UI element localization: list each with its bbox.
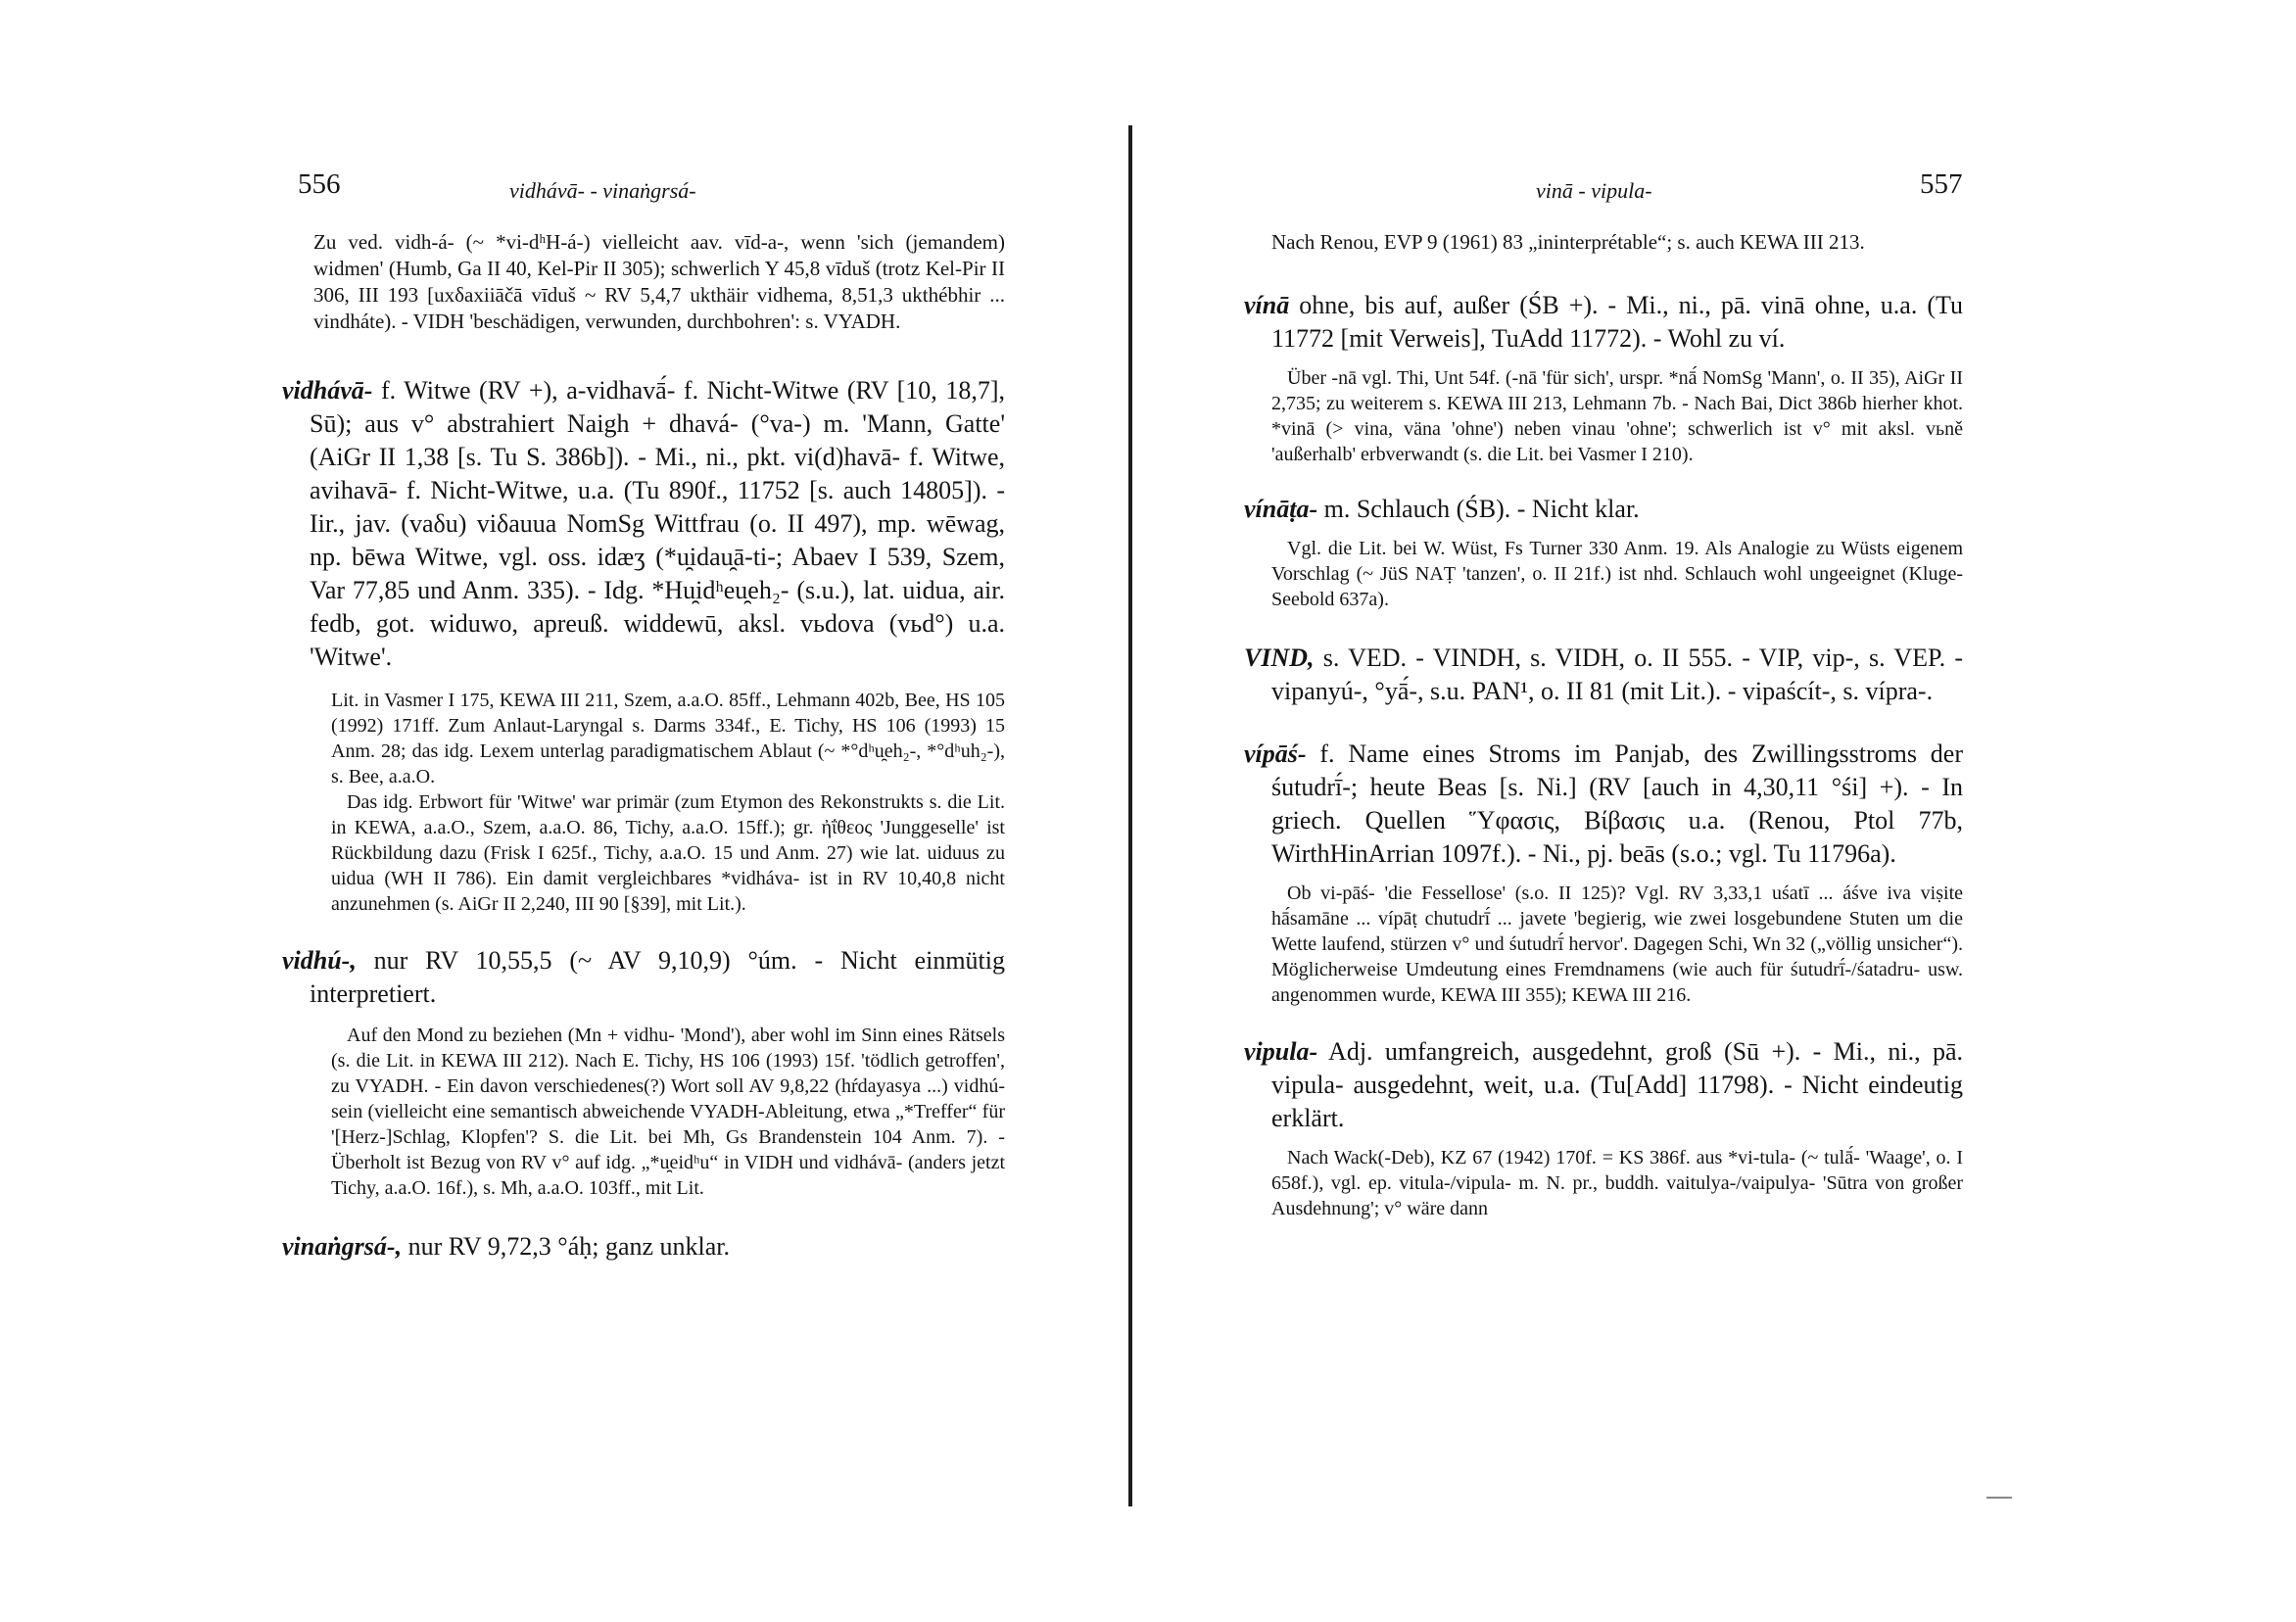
- entry-text: nur RV 10,55,5 (~ AV 9,10,9) °úm. - Nicht einmütig interpretiert.: [310, 946, 1005, 1008]
- entry-vidhu: [282, 944, 1005, 1011]
- entry-text: nur RV 9,72,3 °áḥ; ganz unklar.: [407, 1232, 731, 1261]
- headword: vípāś-: [1244, 739, 1307, 768]
- entry-vipas: [1244, 738, 1963, 871]
- headword: vinaṅgrsá-,: [282, 1232, 403, 1261]
- running-head: vidhávā- - vinaṅgrsá-: [509, 178, 696, 203]
- headword: vínā: [1244, 291, 1290, 319]
- entry-text: f. Witwe (RV +), a-vidhavā́- f. Nicht-Witwe (RV [10, 18,7], Sū); aus v° abstrahiert Naigh + dhavá- (°va-) m. 'Mann, Gatte' (AiGr II 1,38 [s. Tu S. 386b]). - Mi., ni., pkt. vi(d)havā- f. Witwe, avihavā- f. Nicht-Witwe, u.a. (Tu 890f., 11752 [s. auch 14805]). - Iir., jav. (vaδu) viδauua NomSg Wittfrau (o. II 497), mp. wēwag, np. bēwa Witwe, vgl. oss. idæʒ (*u̯idau̯ā-ti-; Abaev I 539, Szem, Var 77,85 und Anm. 335). - Idg. *Hu̯idʰeu̯eh₂- (s.u.), lat. uidua, air. fedb, got. widuwo, apreuß. widdewū, aksl. vьdova (vьd°) u.a. 'Witwe'.: [310, 376, 1006, 671]
- entry-text: s. VED. - VINDH, s. VIDH, o. II 555. - VIP, vip-, s. VEP. - vipanyú-, °yā́-, s.u. PAN¹, o. II 81 (mit Lit.). - vipaścít-, s. vípra-.: [1271, 644, 1963, 705]
- entry-text: Adj. umfangreich, ausgedehnt, groß (Sū +). - Mi., ni., pā. vipula- ausgedehnt, weit, u.a. (Tu[Add] 11798). - Nicht eindeutig erklärt.: [1271, 1037, 1963, 1132]
- right-column: [1244, 229, 1963, 1221]
- page-number: 557: [1920, 168, 1963, 200]
- entry-text: ohne, bis auf, außer (ŚB +). - Mi., ni., pā. vinā ohne, u.a. (Tu 11772 [mit Verweis], TuAdd 11772). - Wohl zu ví.: [1271, 291, 1963, 353]
- entry-text: f. Name eines Stroms im Panjab, des Zwillingsstroms der śutudrī́-; heute Beas [s. Ni.] (RV [auch in 4,30,11 °śi] +). - In griech. Quellen Ὕφασις, Βίβασις u.a. (Renou, Ptol 77b, WirthHinArrian 1097f.). - Ni., pj. beās (s.o.; vgl. Tu 11796a).: [1271, 739, 1963, 868]
- note-paragraph: Vgl. die Lit. bei W. Wüst, Fs Turner 330 Anm. 19. Als Analogie zu Wüsts eigenem Vorschlag (~ JüS NAṬ 'tanzen', o. II 21f.) ist nhd. Schlauch wohl ungeeignet (Kluge-Seebold 637a).: [1271, 538, 1963, 610]
- headword: VIND,: [1244, 644, 1315, 672]
- book-spine-gutter: [1128, 125, 1132, 1506]
- headword: vidhú-,: [282, 946, 357, 975]
- page-number: 556: [298, 168, 341, 200]
- entry-vidhava: [282, 374, 1005, 674]
- headword: vipula-: [1244, 1037, 1318, 1066]
- entry-vina: [1244, 289, 1963, 356]
- headword: vínāṭa-: [1244, 495, 1318, 523]
- note-paragraph: Das idg. Erbwort für 'Witwe' war primär (zum Etymon des Rekonstrukts s. die Lit. in KEWA, a.a.O., Szem, a.a.O. 86, Tichy, a.a.O. 15ff.); gr. ἠΐθεος 'Junggeselle' ist Rückbildung dazu (Frisk I 625f., Tichy, a.a.O. 15 und Anm. 27) wie lat. uiduus zu uidua (WH II 786). Ein damit vergleichbares *vidháva- ist in RV 10,40,8 nicht anzunehmen (s. AiGr II 2,240, III 90 [§39], mit Lit.).: [331, 791, 1005, 915]
- entry-vind: [1244, 642, 1963, 708]
- note-paragraph: Lit. in Vasmer I 175, KEWA III 211, Szem, a.a.O. 85ff., Lehmann 402b, Bee, HS 105 (1992) 171ff. Zum Anlaut-Laryngal s. Darms 334f., E. Tichy, HS 106 (1993) 15 Anm. 28; das idg. Lexem unterlag paradigmatischem Ablaut (~ *°dʰu̯eh₂-, *°dʰuh₂-), s. Bee, a.a.O.: [331, 690, 1005, 787]
- note-paragraph: Nach Wack(-Deb), KZ 67 (1942) 170f. = KS 386f. aus *vi-tula- (~ tulā́- 'Waage', o. I 658f.), vgl. ep. vitula-/vipula- m. N. pr., buddh. vaitulya-/vaipulya- 'Sūtra von großer Ausdehnung'; v° wäre dann: [1271, 1147, 1963, 1219]
- note-paragraph: Über -nā vgl. Thi, Unt 54f. (-nā 'für sich', urspr. *nā́ NomSg 'Mann', o. II 35), AiGr II 2,735; zu weiterem s. KEWA III 213, Lehmann 7b. - Nach Bai, Dict 386b hierher khot. *vinā (> vina, väna 'ohne') neben vinau 'ohne'; schwerlich ist v° mit aksl. vьně 'außerhalb' erbverwandt (s. die Lit. bei Vasmer I 210).: [1271, 367, 1963, 465]
- entry-vinangrsa: [282, 1230, 1005, 1264]
- entry-vinata: [1244, 493, 1963, 526]
- entry-text: m. Schlauch (ŚB). - Nicht klar.: [1323, 495, 1640, 523]
- note-paragraph: Auf den Mond zu beziehen (Mn + vidhu- 'Mond'), aber wohl im Sinn eines Rätsels (s. die Lit. in KEWA III 212). Nach E. Tichy, HS 106 (1993) 15f. 'tödlich getroffen', zu VYADH. - Ein davon verschiedenes(?) Wort soll AV 9,8,22 (hŕdayasya ...) vidhú- sein (vielleicht eine semantisch abweichende VYADH-Ableitung, etwa „*Treffer“ für '[Herz-]Schlag, Klopfen'? S. die Lit. bei Mh, Gs Brandenstein 104 Anm. 7). - Überholt ist Bezug von RV v° auf idg. „*u̯eidʰu“ in VIDH und vidhávā- (anders jetzt Tichy, a.a.O. 16f.), s. Mh, a.a.O. 103ff., mit Lit.: [331, 1025, 1005, 1199]
- intro-note: Nach Renou, EVP 9 (1961) 83 „ininterprétable“; s. auch KEWA III 213.: [1271, 230, 1865, 254]
- headword: vidhávā-: [282, 376, 373, 405]
- scan-mark: [1986, 1497, 2012, 1499]
- intro-note: Zu ved. vidh-á- (~ *vi-dʰH-á-) vielleicht aav. vīd-a-, wenn 'sich (jemandem) widmen' (Humb, Ga II 40, Kel-Pir II 305); schwerlich Y 45,8 vīduš (trotz Kel-Pir II 306, III 193 [uxδaxiiāčā vīduš ~ RV 5,4,7 ukthäir vidhema, 8,51,3 ukthébhir ... vindháte). - VIDH 'beschädigen, verwunden, durchbohren': s. VYADH.: [313, 230, 1005, 333]
- left-column: [282, 229, 1005, 1264]
- running-head: vinā - vipula-: [1536, 178, 1652, 203]
- note-paragraph: Ob vi-pāś- 'die Fessellose' (s.o. II 125)? Vgl. RV 3,33,1 uśatī ... áśve iva viṣite hā́samāne ... vípāṭ chutudrī́ ... javete 'begierig, wie zwei losgebundene Stuten um die Wette laufend, stürzen v° und śutudrī́ hervor'. Dagegen Schi, Wn 32 („völlig unsicher“). Möglicherweise Umdeutung eines Fremdnamens (wie auch für śutudrī́-/śatadru- usw. angenommen wurde, KEWA III 355); KEWA III 216.: [1271, 883, 1963, 1006]
- entry-vipula: [1244, 1035, 1963, 1135]
